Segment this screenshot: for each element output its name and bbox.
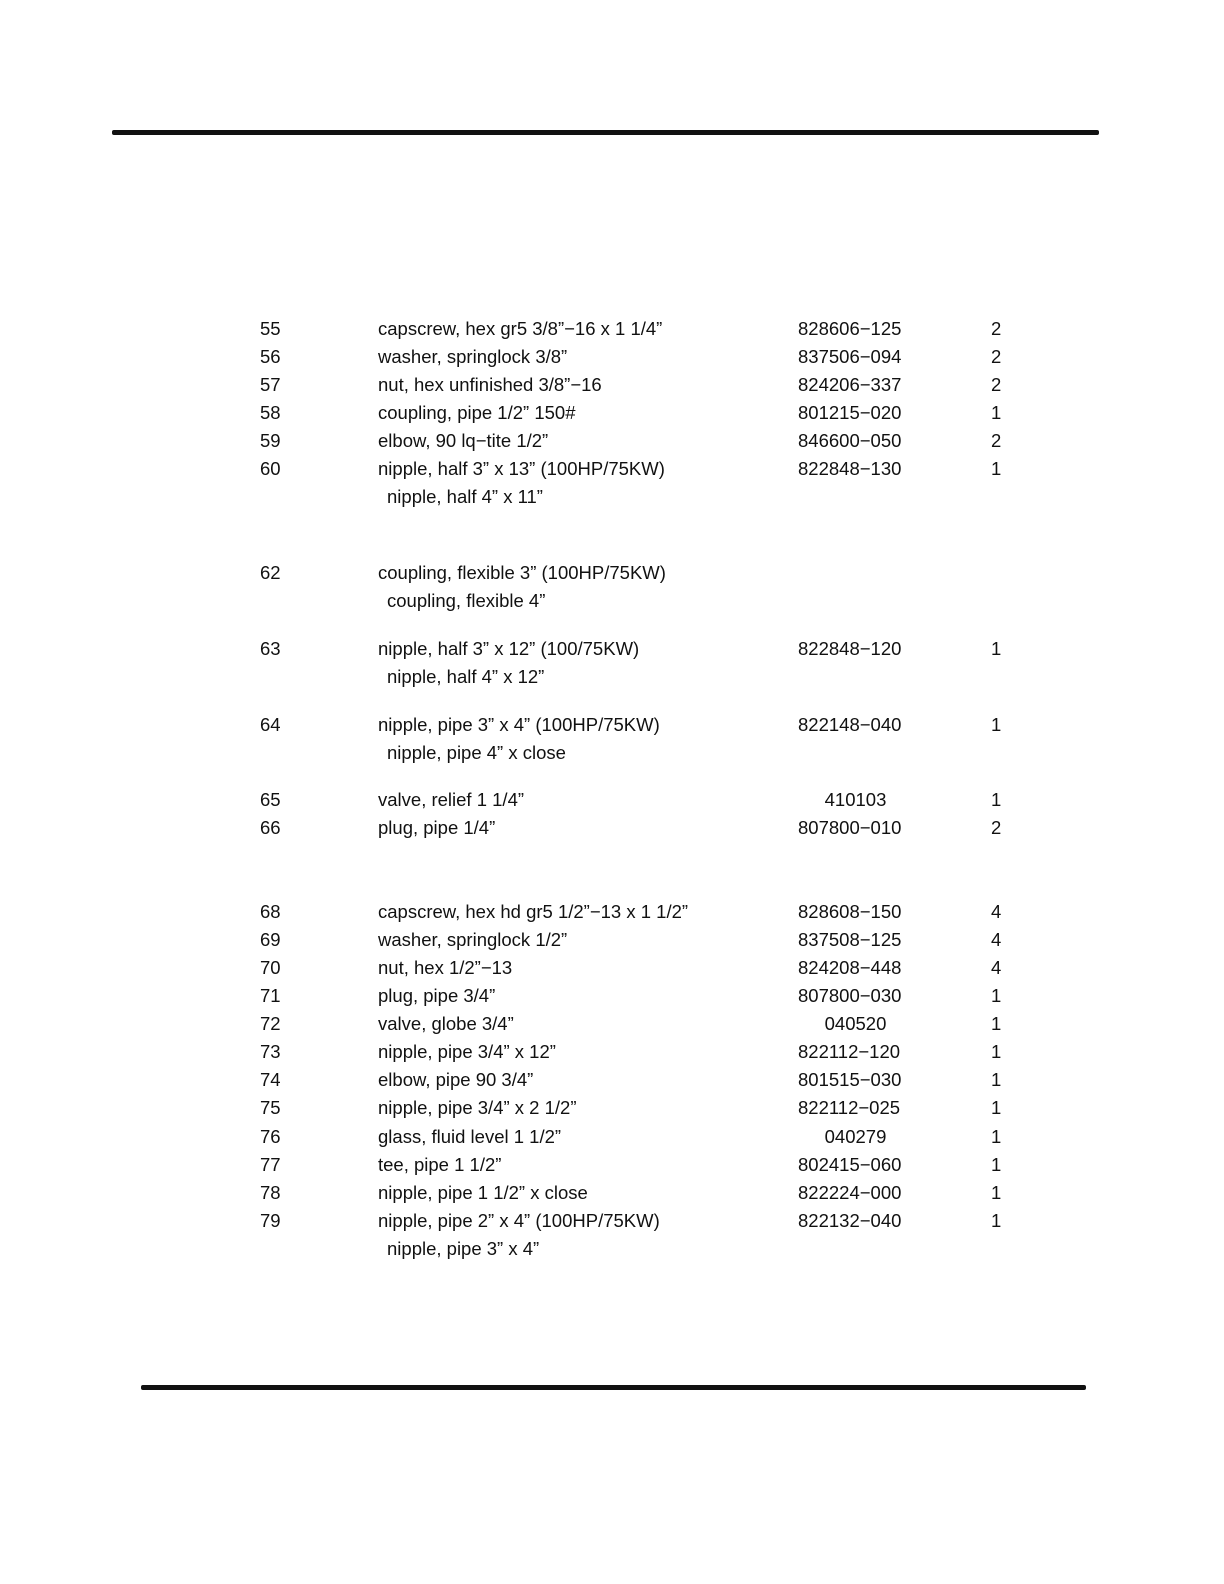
item-description: coupling, pipe 1/2” 150# <box>378 402 576 423</box>
parts-row <box>0 1038 1224 1066</box>
item-quantity: 2 <box>991 374 1002 395</box>
item-description: nipple, pipe 1 1/2” x close <box>378 1182 588 1203</box>
item-number: 72 <box>260 1013 281 1034</box>
item-quantity: 1 <box>991 638 1002 659</box>
item-description: nipple, pipe 3/4” x 12” <box>378 1041 556 1062</box>
item-description: nipple, pipe 3” x 4” (100HP/75KW) <box>378 714 660 735</box>
item-quantity: 2 <box>991 318 1002 339</box>
part-number: 822112−120 <box>798 1041 901 1062</box>
item-description: nut, hex 1/2”−13 <box>378 957 513 978</box>
item-quantity: 1 <box>991 1182 1002 1203</box>
item-description-alternate: coupling, flexible 4” <box>387 590 546 611</box>
item-quantity: 4 <box>991 929 1002 950</box>
part-number: 410103 <box>824 789 887 810</box>
part-number: 822112−025 <box>798 1097 901 1118</box>
item-number: 76 <box>260 1126 281 1147</box>
parts-row <box>0 635 1224 663</box>
item-description: capscrew, hex hd gr5 1/2”−13 x 1 1/2” <box>378 901 689 922</box>
part-number: 828608−150 <box>798 901 902 922</box>
item-description: plug, pipe 3/4” <box>378 985 496 1006</box>
item-number: 65 <box>260 789 281 810</box>
bottom-rule <box>141 1385 1086 1390</box>
item-number: 60 <box>260 458 281 479</box>
item-description: capscrew, hex gr5 3/8”−16 x 1 1/4” <box>378 318 663 339</box>
part-number: 040520 <box>824 1013 887 1034</box>
parts-row <box>0 315 1224 343</box>
item-number: 79 <box>260 1210 281 1231</box>
parts-row <box>0 1066 1224 1094</box>
item-number: 73 <box>260 1041 281 1062</box>
item-description: nipple, pipe 2” x 4” (100HP/75KW) <box>378 1210 660 1231</box>
item-quantity: 4 <box>991 901 1002 922</box>
item-description: elbow, 90 lq−tite 1/2” <box>378 430 549 451</box>
part-number: 824206−337 <box>798 374 902 395</box>
part-number: 040279 <box>824 1126 887 1147</box>
item-description-alternate: nipple, half 4” x 11” <box>387 486 543 507</box>
parts-row-alternate <box>0 587 1224 615</box>
parts-row <box>0 559 1224 587</box>
part-number: 837506−094 <box>798 346 902 367</box>
item-number: 66 <box>260 817 281 838</box>
item-description: nipple, half 3” x 13” (100HP/75KW) <box>378 458 665 479</box>
item-number: 63 <box>260 638 281 659</box>
item-quantity: 1 <box>991 985 1002 1006</box>
parts-row <box>0 1151 1224 1179</box>
item-description: nipple, pipe 3/4” x 2 1/2” <box>378 1097 577 1118</box>
item-number: 62 <box>260 562 281 583</box>
parts-row-alternate <box>0 1235 1224 1263</box>
item-number: 75 <box>260 1097 281 1118</box>
parts-row <box>0 926 1224 954</box>
item-description: valve, globe 3/4” <box>378 1013 514 1034</box>
parts-row <box>0 1010 1224 1038</box>
part-number: 822848−120 <box>798 638 902 659</box>
part-number: 837508−125 <box>798 929 902 950</box>
item-quantity: 4 <box>991 957 1002 978</box>
item-quantity: 1 <box>991 1126 1002 1147</box>
item-quantity: 2 <box>991 817 1002 838</box>
item-number: 57 <box>260 374 281 395</box>
part-number: 828606−125 <box>798 318 902 339</box>
item-number: 59 <box>260 430 281 451</box>
item-number: 78 <box>260 1182 281 1203</box>
item-number: 68 <box>260 901 281 922</box>
item-quantity: 1 <box>991 1210 1002 1231</box>
parts-row-alternate <box>0 663 1224 691</box>
parts-row <box>0 711 1224 739</box>
parts-row <box>0 427 1224 455</box>
parts-row <box>0 1123 1224 1151</box>
parts-row-alternate <box>0 739 1224 767</box>
part-number: 802415−060 <box>798 1154 902 1175</box>
item-number: 71 <box>260 985 281 1006</box>
parts-row <box>0 1094 1224 1122</box>
parts-row <box>0 982 1224 1010</box>
item-number: 74 <box>260 1069 281 1090</box>
parts-row <box>0 814 1224 842</box>
part-number: 846600−050 <box>798 430 902 451</box>
item-description: tee, pipe 1 1/2” <box>378 1154 502 1175</box>
item-quantity: 1 <box>991 1154 1002 1175</box>
item-description: valve, relief 1 1/4” <box>378 789 525 810</box>
item-description: nut, hex unfinished 3/8”−16 <box>378 374 602 395</box>
part-number: 807800−030 <box>798 985 902 1006</box>
item-number: 58 <box>260 402 281 423</box>
part-number: 807800−010 <box>798 817 902 838</box>
part-number: 822224−000 <box>798 1182 902 1203</box>
item-number: 56 <box>260 346 281 367</box>
item-number: 64 <box>260 714 281 735</box>
item-description: nipple, half 3” x 12” (100/75KW) <box>378 638 640 659</box>
parts-row <box>0 954 1224 982</box>
parts-row <box>0 371 1224 399</box>
parts-row <box>0 343 1224 371</box>
parts-row <box>0 399 1224 427</box>
item-quantity: 1 <box>991 714 1002 735</box>
parts-row <box>0 455 1224 483</box>
item-quantity: 2 <box>991 346 1002 367</box>
item-quantity: 1 <box>991 402 1002 423</box>
item-number: 77 <box>260 1154 281 1175</box>
item-description-alternate: nipple, pipe 4” x close <box>387 742 566 763</box>
part-number: 801215−020 <box>798 402 902 423</box>
parts-row <box>0 1179 1224 1207</box>
parts-row <box>0 786 1224 814</box>
item-number: 70 <box>260 957 281 978</box>
item-description: coupling, flexible 3” (100HP/75KW) <box>378 562 666 583</box>
part-number: 822132−040 <box>798 1210 902 1231</box>
part-number: 822148−040 <box>798 714 902 735</box>
item-quantity: 1 <box>991 1069 1002 1090</box>
item-number: 69 <box>260 929 281 950</box>
item-quantity: 1 <box>991 789 1002 810</box>
item-description: elbow, pipe 90 3/4” <box>378 1069 534 1090</box>
item-quantity: 1 <box>991 1041 1002 1062</box>
item-quantity: 1 <box>991 458 1002 479</box>
item-quantity: 1 <box>991 1097 1002 1118</box>
item-quantity: 2 <box>991 430 1002 451</box>
item-description: washer, springlock 3/8” <box>378 346 568 367</box>
parts-row-alternate <box>0 483 1224 511</box>
item-quantity: 1 <box>991 1013 1002 1034</box>
item-description: glass, fluid level 1 1/2” <box>378 1126 562 1147</box>
item-number: 55 <box>260 318 281 339</box>
item-description: plug, pipe 1/4” <box>378 817 496 838</box>
part-number: 801515−030 <box>798 1069 902 1090</box>
part-number: 822848−130 <box>798 458 902 479</box>
parts-row <box>0 898 1224 926</box>
item-description-alternate: nipple, half 4” x 12” <box>387 666 545 687</box>
item-description-alternate: nipple, pipe 3” x 4” <box>387 1238 540 1259</box>
parts-row <box>0 1207 1224 1235</box>
item-description: washer, springlock 1/2” <box>378 929 568 950</box>
part-number: 824208−448 <box>798 957 902 978</box>
